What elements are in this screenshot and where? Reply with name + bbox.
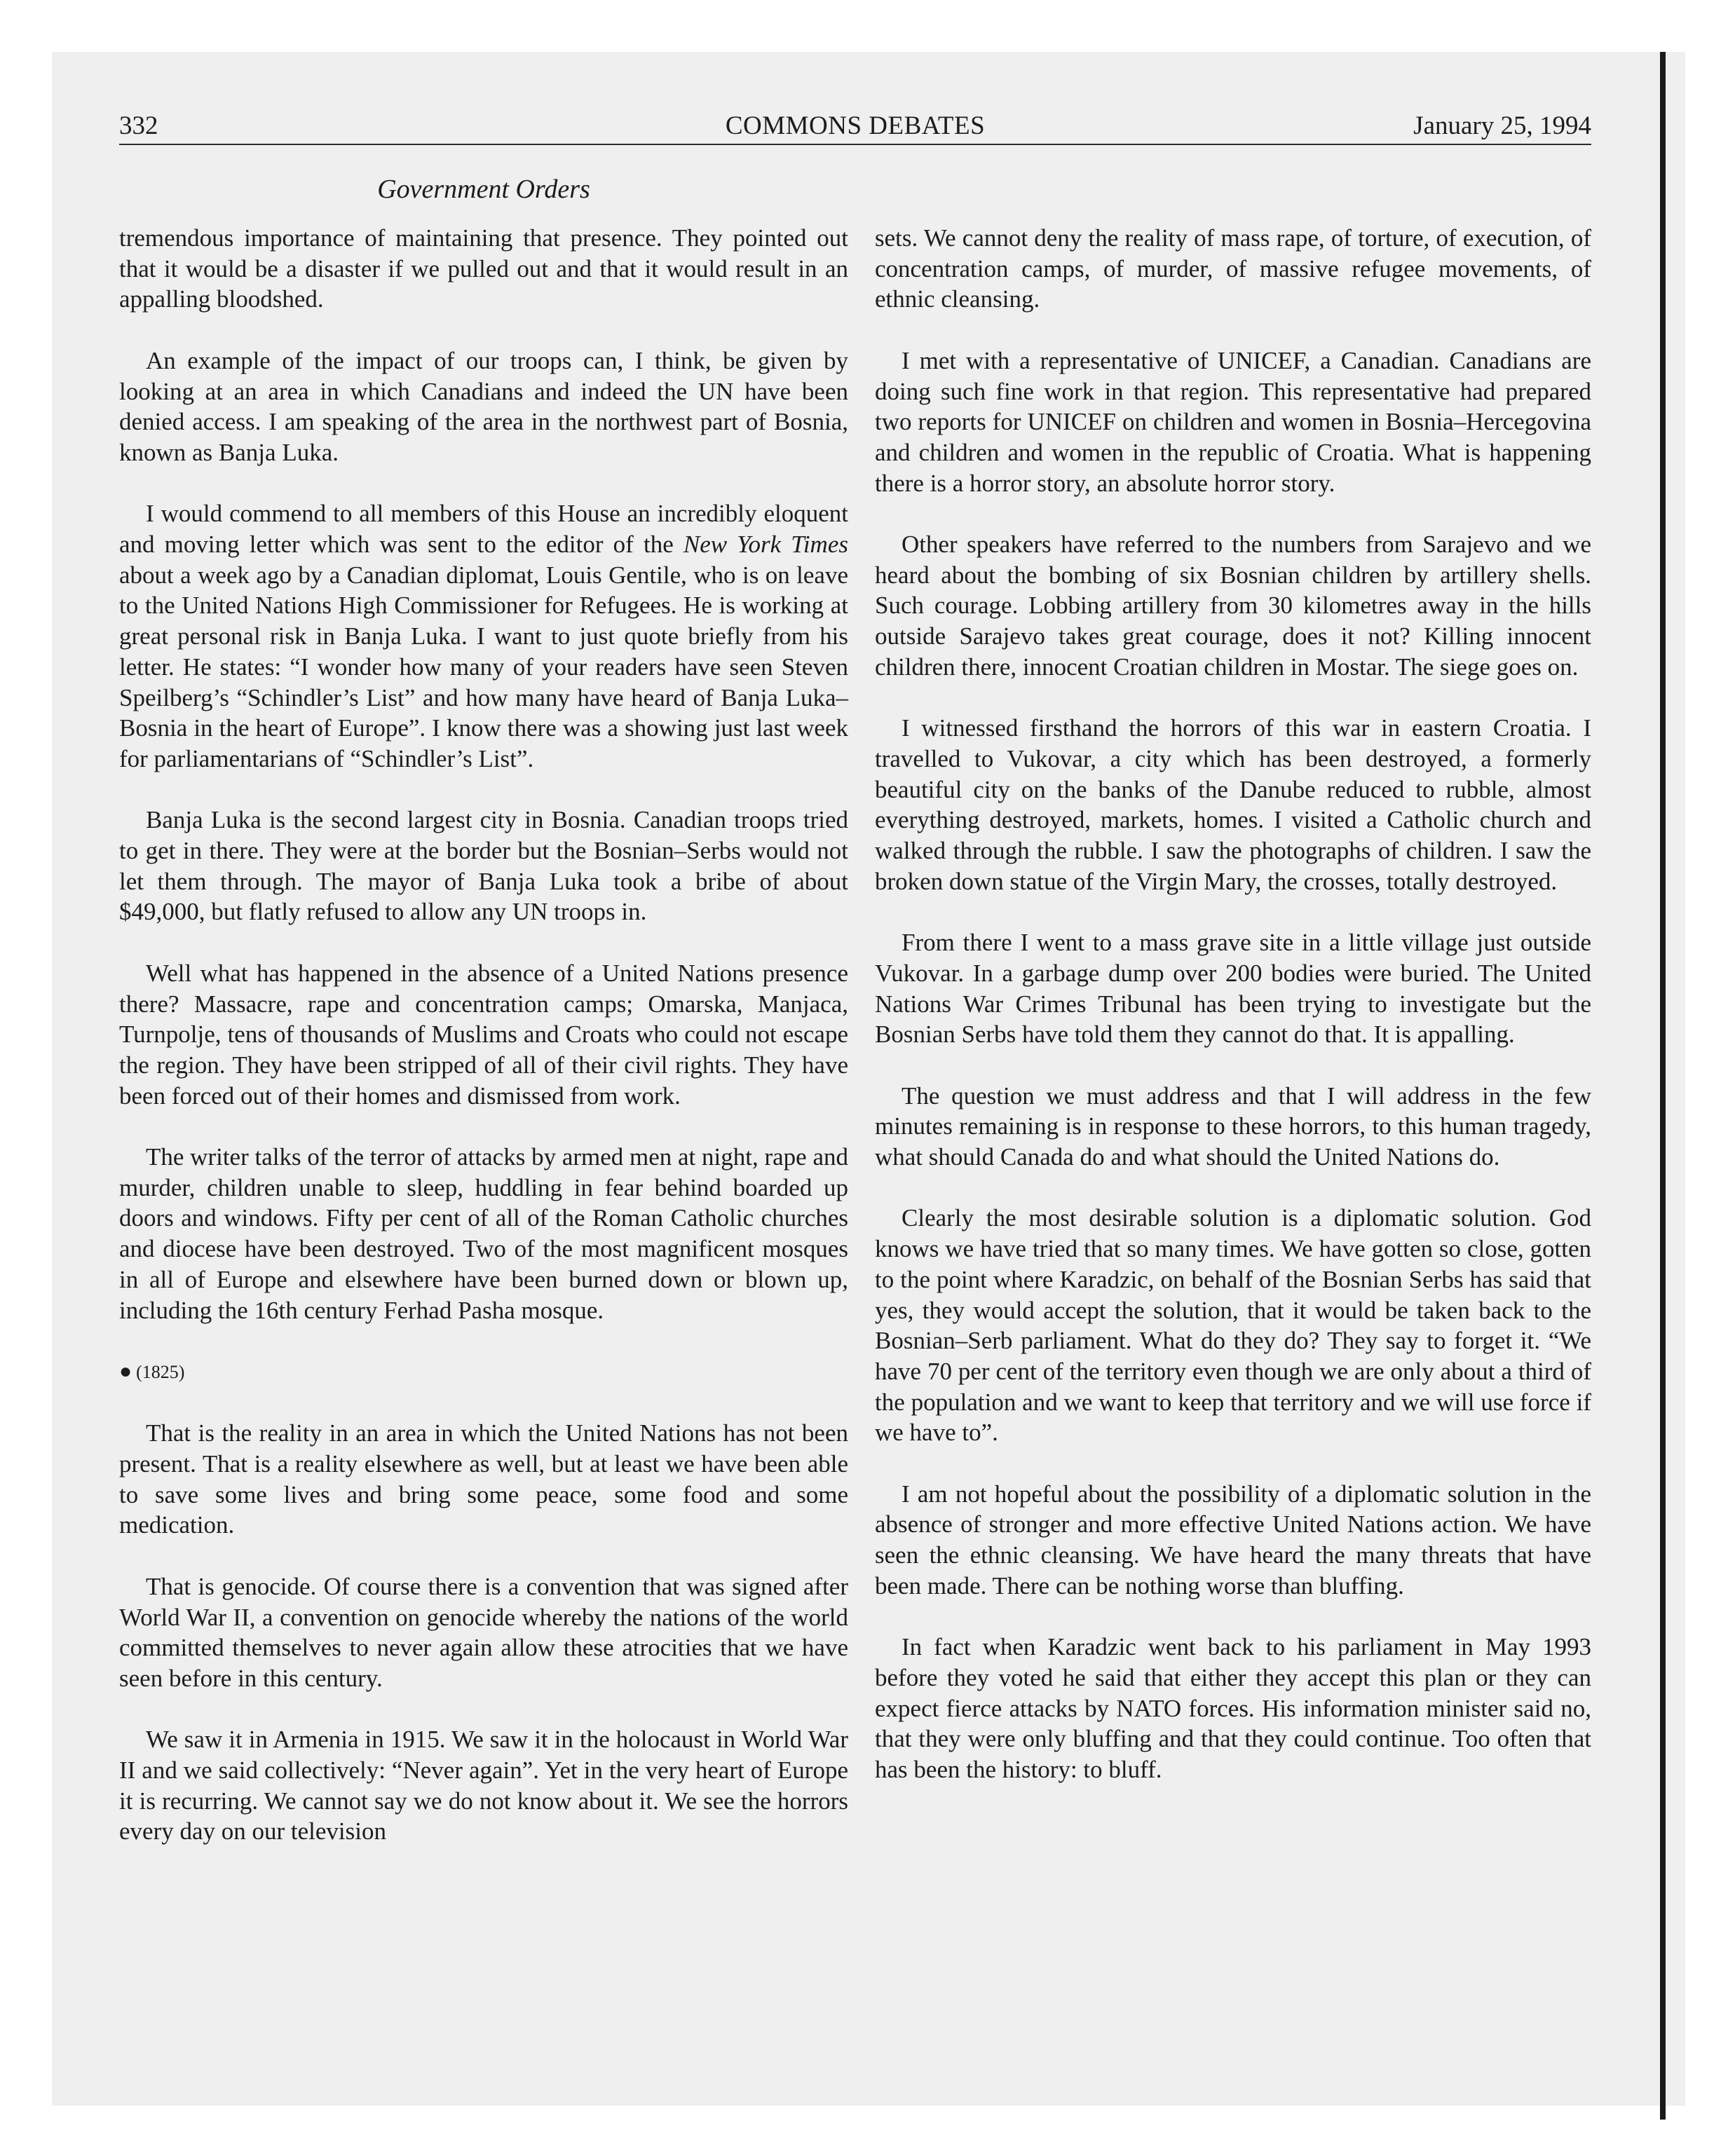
paragraph: That is genocide. Of course there is a convention that was signed after World War II, a convention on genocide whereby the nations of the world committed themselves to never again allow these atrocities that we have seen before in this century. [119,1572,848,1692]
paragraph-text: about a week ago by a Canadian diplomat, Louis Gentile, who is on leave to the United Nations High Commissioner for Refugees. He is working at great personal risk in Banja Luka. I want to just quote briefly from his letter. He states: “I wonder how many of your readers have seen Steven Speilberg’s “Schindler’s List” and how many have heard of Banja Luka–Bosnia in the heart of Europe”. I know there was a showing just last week for parliamentarians of “Schindler’s List”. [119,561,848,772]
paragraph: Clearly the most desirable solution is a diplomatic solution. God knows we have tried that so many times. We have gotten so close, gotten to the point where Karadzic, on behalf of the Bosnian Serbs has said that yes, they would accept the solution, that it would be taken back to the Bosnian–Serb parliament. What do they do? They say to forget it. “We have 70 per cent of the territory even though we are only about a third of the population and we want to keep that territory and we will use force if we have to”. [875,1204,1591,1447]
paragraph: The question we must address and that I will address in the few minutes remaining is in response to these horrors, to this human tragedy, what should Canada do and what should the United Nations do. [875,1082,1591,1171]
paragraph: I am not hopeful about the possibility of a diplomatic solution in the absence of stronger and more effective United Nations action. We have seen the ethnic cleansing. We have heard the many threats that have been made. There can be nothing worse than bluffing. [875,1480,1591,1599]
scan-edge-rule [1660,52,1666,2120]
page-number: 332 [119,111,158,140]
paragraph: The writer talks of the terror of attacks by armed men at night, rape and murder, children unable to sleep, huddling in fear behind boarded up doors and windows. Fifty per cent of all of the Roman Catholic churches and diocese have been destroyed. Two of the most magnificent mosques in all of Europe and elsewhere have been burned down or blown up, including the 16th century Ferhad Pasha mosque. [119,1143,848,1324]
journal-title: COMMONS DEBATES [725,111,986,140]
paragraph: Well what has happened in the absence of a United Nations presence there? Massacre, rape and concentration camps; Omarska, Manjaca, Turnpolje, tens of thousands of Muslims and Croats who could not escape the region. They have been stripped of all of their civil rights. They have been forced out of their homes and dismissed from work. [119,959,848,1110]
paragraph-text: I would commend to all members of this House an incredibly eloquent and moving letter which was sent to the editor of the [119,500,848,558]
paragraph: sets. We cannot deny the reality of mass rape, of torture, of execution, of concentration camps, of murder, of massive refugee movements, of ethnic cleansing. [875,224,1591,313]
paragraph: That is the reality in an area in which the United Nations has not been present. That is a reality elsewhere as well, but at least we have been able to save some lives and bring some peace, some food and some medication. [119,1419,848,1539]
time-stamp-text: (1825) [136,1361,185,1382]
paragraph: An example of the impact of our troops can, I think, be given by looking at an area in which Canadians and indeed the UN have been denied access. I am speaking of the area in the northwest part of Bosnia, known as Banja Luka. [119,346,848,466]
paragraph: From there I went to a mass grave site in a little village just outside Vukovar. In a garbage dump over 200 bodies were buried. The United Nations War Crimes Tribunal has been trying to investigate but the Bosnian Serbs have told them they cannot do that. It is appalling. [875,929,1591,1049]
newspaper-title: New York Times [683,531,848,558]
paragraph: In fact when Karadzic went back to his parliament in May 1993 before they voted he said that either they accept this plan or they can expect fierce attacks by NATO forces. His information minister said no, that they were only bluffing and that they could continue. Too often that has been the history: to bluff. [875,1633,1591,1784]
section-title: Government Orders [377,175,590,204]
paragraph: We saw it in Armenia in 1915. We saw it in the holocaust in World War II and we said collectively: “Never again”. Yet in the very heart of Europe it is recurring. We cannot say we do not know about it. We see the horrors every day on our television [119,1726,848,1845]
paragraph: Other speakers have referred to the numbers from Sarajevo and we heard about the bombing of six Bosnian children by artillery shells. Such courage. Lobbing artillery from 30 kilometres away in the hills outside Sarajevo takes great courage, does it not? Killing innocent children there, innocent Croatian children in Mostar. The siege goes on. [875,531,1591,681]
time-stamp [119,1356,848,1388]
issue-date: January 25, 1994 [1413,111,1591,140]
running-header [119,105,1591,147]
paragraph [119,498,848,774]
bullet-icon: ● [119,1359,132,1383]
paragraph: I met with a representative of UNICEF, a Canadian. Canadians are doing such fine work in that region. This representative had prepared two reports for UNICEF on children and women in Bosnia–Hercegovina and children and women in the republic of Croatia. What is happening there is a horror story, an absolute horror story. [875,346,1591,497]
header-rule [119,144,1591,145]
paragraph: I witnessed firsthand the horrors of this war in eastern Croatia. I travelled to Vukovar, a city which has been destroyed, a formerly beautiful city on the banks of the Danube reduced to rubble, almost everything destroyed, markets, homes. I visited a Catholic church and walked through the rubble. I saw the photographs of children. I saw the broken down statue of the Virgin Mary, the crosses, totally destroyed. [875,714,1591,895]
left-column [119,223,848,1847]
right-column [875,223,1591,1785]
paragraph: tremendous importance of maintaining that presence. They pointed out that it would be a disaster if we pulled out and that it would result in an appalling bloodshed. [119,224,848,313]
paragraph: Banja Luka is the second largest city in Bosnia. Canadian troops tried to get in there. They were at the border but the Bosnian–Serbs would not let them through. The mayor of Banja Luka took a bribe of about $49,000, but flatly refused to allow any UN troops in. [119,806,848,926]
